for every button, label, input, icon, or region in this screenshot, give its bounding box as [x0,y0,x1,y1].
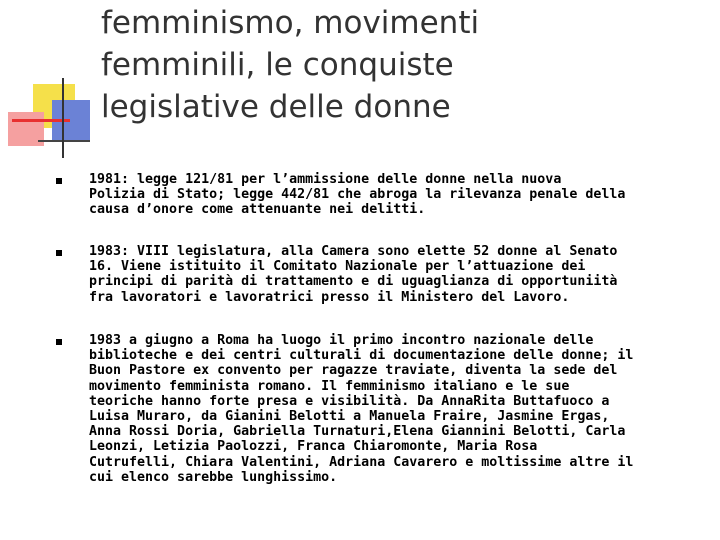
bullet-text [89,244,669,305]
square-bullet-icon [56,250,62,256]
slide-title-line: femminismo, movimenti [101,5,480,41]
slide-title-line: legislative delle donne [101,89,451,125]
bullet-text-line: cui elenco sarebbe lunghissimo. [89,469,338,485]
bullet-text [89,172,669,218]
bullet-text-line: fra lavoratori e lavoratrici presso il Ministero del Lavoro. [89,289,570,305]
bullet-text-line: Leonzi, Letizia Paolozzi, Franca Chiaromonte, Maria Rosa [89,439,538,455]
vertical-line-decoration [62,78,64,158]
bullet-text-line: teoriche hanno forte presa e visibilità. Da AnnaRita Buttafuoco a [89,393,610,409]
bullet-text [89,333,669,485]
square-bullet-icon [56,178,62,184]
square-bullet-icon [56,339,62,345]
bullet-text-line: Anna Rossi Doria, Gabriella Turnaturi,Elena Giannini Belotti, Carla [89,424,626,440]
bullet-text-line: Cutrufelli, Chiara Valentini, Adriana Cavarero e moltissime altre il [89,454,634,470]
bullet-text-line: principi di parità di trattamento e di uguaglianza di opportuniità [89,274,618,290]
slide-title [101,2,701,128]
bullet-text-line: causa d’onore come attenuante nei delitti. [89,202,426,218]
bullet-text-line: Buon Pastore ex convento per ragazze traviate, diventa la sede del [89,363,618,379]
bullet-text-line: 1983 a giugno a Roma ha luogo il primo incontro nazionale delle [89,333,594,348]
bullet-text-line: movimento femminista romano. Il femminismo italiano e le sue [89,378,570,394]
bullet-text-line: Polizia di Stato; legge 442/81 che abroga la rilevanza penale della [89,187,626,203]
bullet-text-line: Luisa Muraro, da Gianini Belotti a Manuela Fraire, Jasmine Ergas, [89,409,610,425]
slide-logo-decoration [0,0,100,165]
bullet-text-line: 1983: VIII legislatura, alla Camera sono elette 52 donne al Senato [89,244,618,259]
dark-line-decoration [38,140,90,142]
bullet-text-line: biblioteche e dei centri culturali di documentazione delle donne; il [89,348,634,364]
bullet-text-line: 1981: legge 121/81 per l’ammissione delle donne nella nuova [89,172,562,187]
slide-title-line: femminili, le conquiste [101,47,454,83]
bullet-text-line: 16. Viene istituito il Comitato Nazionale per l’attuazione dei [89,259,586,275]
